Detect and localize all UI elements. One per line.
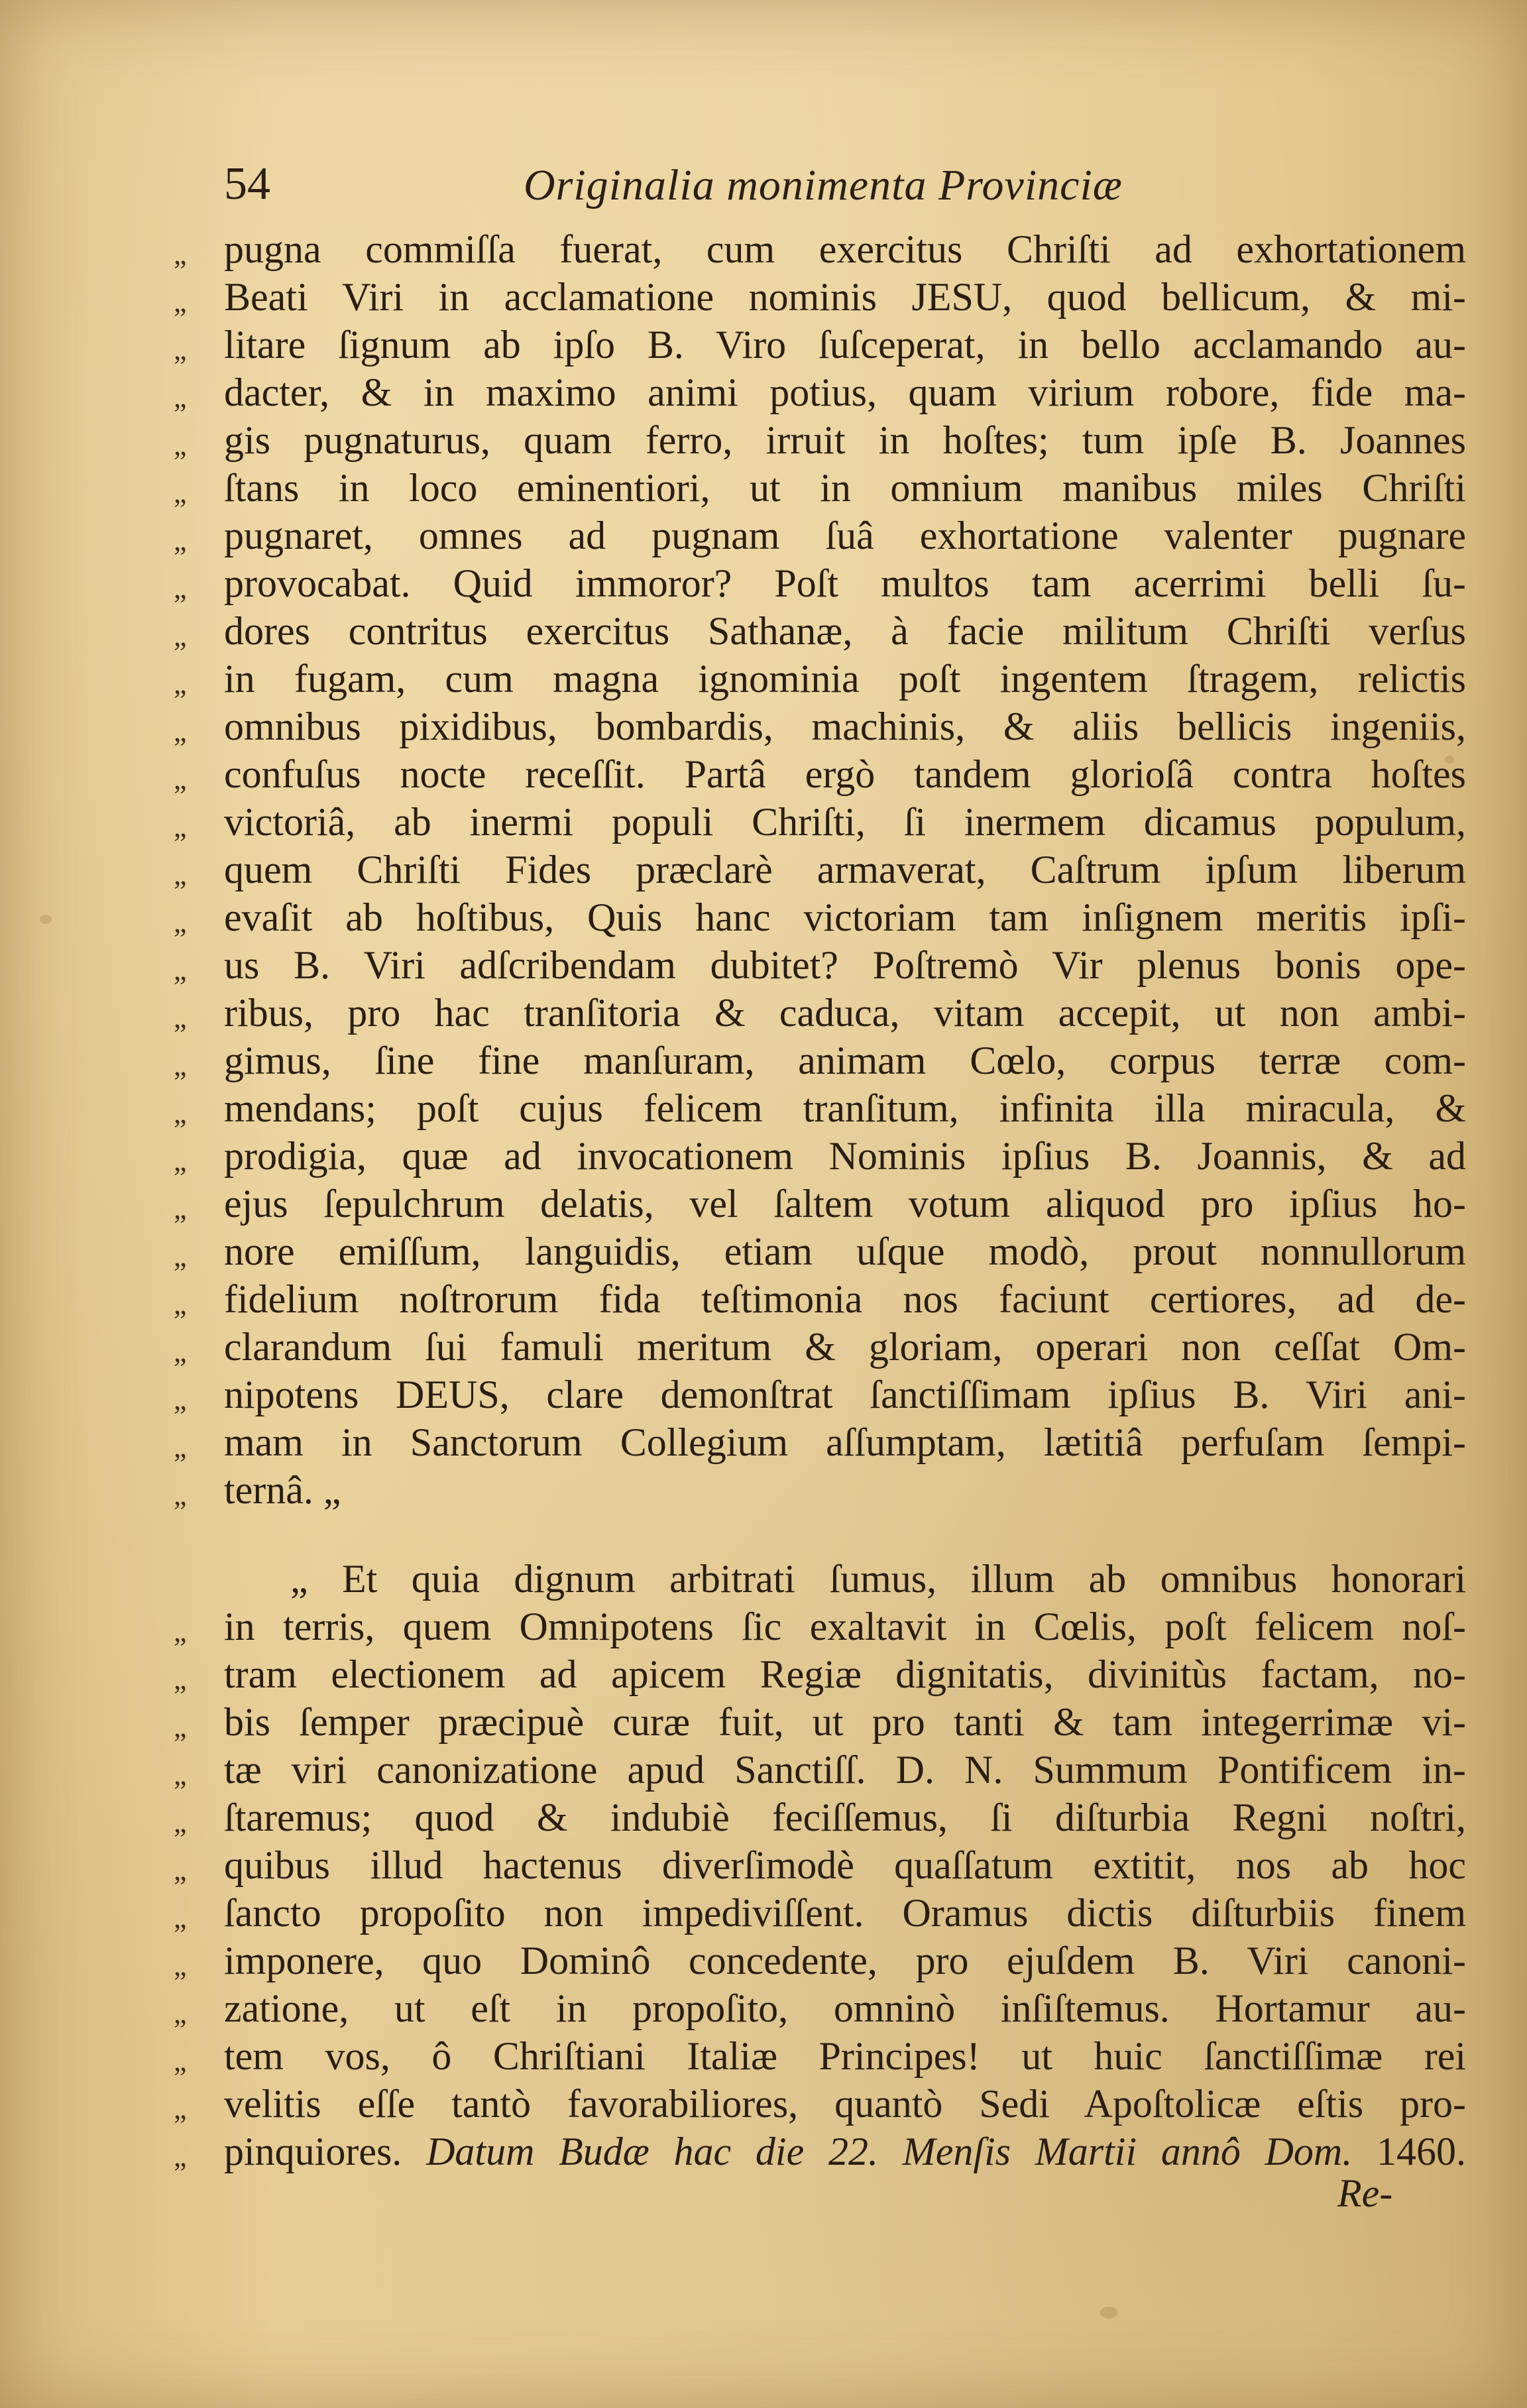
quote-mark: „ bbox=[174, 1479, 187, 1511]
quote-mark: „ bbox=[174, 333, 187, 366]
line-text: in fugam, cum magna ignominia poſt ingentem ſtragem, relictis bbox=[224, 657, 1466, 701]
text-line bbox=[174, 273, 1466, 321]
quote-mark: „ bbox=[174, 715, 187, 748]
text-line bbox=[174, 798, 1466, 846]
line-text: nore emiſſum, languidis, etiam uſque modò, prout nonnullorum bbox=[224, 1230, 1466, 1273]
text-line bbox=[174, 2032, 1466, 2080]
text-line bbox=[174, 1650, 1466, 1698]
line-text: dores contritus exercitus Sathanæ, à facie militum Chriſti verſus bbox=[224, 609, 1466, 653]
quote-mark: „ bbox=[174, 858, 187, 891]
text-line bbox=[174, 464, 1466, 512]
line-text: ſtaremus; quod & indubiè feciſſemus, ſi diſturbia Regni noſtri, bbox=[224, 1796, 1466, 1839]
catchword: Re- bbox=[1337, 2171, 1393, 2215]
body-text bbox=[174, 225, 1466, 2175]
quote-mark: „ bbox=[174, 1192, 187, 1225]
text-line bbox=[174, 369, 1466, 416]
line-text: ejus ſepulchrum delatis, vel ſaltem votum aliquod pro ipſius ho- bbox=[224, 1182, 1466, 1226]
quote-mark: „ bbox=[174, 477, 187, 509]
text-line bbox=[174, 1180, 1466, 1228]
line-text: victoriâ, ab inermi populi Chriſti, ſi inermem dicamus populum, bbox=[224, 800, 1466, 844]
quote-mark: „ bbox=[174, 1049, 187, 1082]
paragraph-2 bbox=[174, 1603, 1466, 2128]
dateline: Datum Budæ hac die 22. Menſis Martii annô Dom. bbox=[426, 2130, 1353, 2173]
line-text: gimus, ſine fine manſuram, animam Cœlo, corpus terræ com- bbox=[224, 1039, 1466, 1082]
line-text: pugna commiſſa fuerat, cum exercitus Chriſti ad exhortationem bbox=[224, 227, 1466, 271]
line-text: ſtans in loco eminentiori, ut in omnium manibus miles Chriſti bbox=[224, 466, 1466, 510]
line-text: tram electionem ad apicem Regiæ dignitatis, divinitùs factam, no- bbox=[224, 1652, 1466, 1696]
text-line bbox=[174, 607, 1466, 655]
text-line bbox=[174, 846, 1466, 893]
line-text bbox=[224, 2128, 1466, 2175]
text-line bbox=[174, 750, 1466, 798]
text-line bbox=[174, 941, 1466, 989]
quote-mark: „ bbox=[174, 381, 187, 414]
text-line bbox=[174, 1603, 1466, 1650]
quote-mark: „ bbox=[174, 2140, 187, 2173]
text-line bbox=[174, 1889, 1466, 1937]
line-text: litare ſignum ab ipſo B. Viro ſuſceperat, in bello acclamando au- bbox=[224, 323, 1466, 367]
quote-mark: „ bbox=[174, 1336, 187, 1368]
text-line bbox=[174, 1323, 1466, 1371]
line-text: ſancto propoſito non impediviſſent. Oramus dictis diſturbiis finem bbox=[224, 1891, 1466, 1935]
quote-mark: „ bbox=[174, 1997, 187, 2030]
quote-mark: „ bbox=[174, 1240, 187, 1273]
line-text: in terris, quem Omnipotens ſic exaltavit in Cœlis, poſt felicem noſ- bbox=[224, 1605, 1466, 1648]
quote-mark: „ bbox=[174, 429, 187, 461]
line-text: quibus illud hactenus diverſimodè quaſſatum extitit, nos ab hoc bbox=[224, 1843, 1466, 1887]
line-text: „ Et quia dignum arbitrati ſumus, illum ab omnibus honorari bbox=[290, 1557, 1466, 1601]
quote-mark: „ bbox=[174, 286, 187, 318]
line-text: quem Chriſti Fides præclarè armaverat, Caſtrum ipſum liberum bbox=[224, 848, 1466, 891]
line-text: prodigia, quæ ad invocationem Nominis ipſius B. Joannis, & ad bbox=[224, 1134, 1466, 1178]
quote-mark: „ bbox=[174, 954, 187, 986]
text-line bbox=[174, 703, 1466, 750]
final-word: pinquiores. bbox=[224, 2130, 402, 2173]
text-line bbox=[174, 1371, 1466, 1418]
text-line bbox=[174, 1418, 1466, 1466]
line-text: tem vos, ô Chriſtiani Italiæ Principes! ut huic ſanctiſſimæ rei bbox=[224, 2034, 1466, 2078]
line-text: velitis eſſe tantò favorabiliores, quantò Sedi Apoſtolicæ eſtis pro- bbox=[224, 2082, 1466, 2126]
paper-stain bbox=[40, 915, 52, 924]
text-line bbox=[174, 1466, 1466, 1514]
text-line bbox=[174, 1084, 1466, 1132]
quote-mark: „ bbox=[174, 2093, 187, 2125]
text-line bbox=[174, 2080, 1466, 2128]
text-line bbox=[174, 1275, 1466, 1323]
text-line bbox=[174, 1841, 1466, 1889]
text-line bbox=[174, 1937, 1466, 1984]
line-text: nipotens DEUS, clare demonſtrat ſanctiſſimam ipſius B. Viri ani- bbox=[224, 1373, 1466, 1416]
dateline-year: 1460. bbox=[1377, 2130, 1467, 2173]
running-title: Originalia monimenta Provinciæ bbox=[524, 161, 1123, 209]
line-text: mam in Sanctorum Collegium aſſumptam, lætitiâ perfuſam ſempi- bbox=[224, 1420, 1466, 1464]
text-line bbox=[174, 559, 1466, 607]
paragraph-1 bbox=[174, 225, 1466, 1514]
line-text: confuſus nocte receſſit. Partâ ergò tandem glorioſâ contra hoſtes bbox=[224, 752, 1466, 796]
page-number: 54 bbox=[224, 158, 270, 209]
line-text: tæ viri canonizatione apud Sanctiſſ. D. N. Summum Pontificem in- bbox=[224, 1748, 1466, 1792]
line-text: clarandum ſui famuli meritum & gloriam, operari non ceſſat Om- bbox=[224, 1325, 1466, 1369]
quote-mark: „ bbox=[174, 1431, 187, 1463]
quote-mark: „ bbox=[174, 1615, 187, 1648]
quote-mark: „ bbox=[174, 763, 187, 795]
text-line bbox=[174, 225, 1466, 273]
text-line bbox=[174, 1698, 1466, 1746]
quote-mark: „ bbox=[174, 1002, 187, 1034]
quote-mark: „ bbox=[174, 1383, 187, 1416]
line-text: evaſit ab hoſtibus, Quis hanc victoriam tam inſignem meritis ipſi- bbox=[224, 895, 1466, 939]
quote-mark: „ bbox=[174, 1145, 187, 1177]
quote-mark: „ bbox=[174, 2045, 187, 2077]
line-text: omnibus pixidibus, bombardis, machinis, & aliis bellicis ingeniis, bbox=[224, 705, 1466, 748]
text-line bbox=[174, 655, 1466, 703]
text-line bbox=[174, 1984, 1466, 2032]
line-text: ribus, pro hac tranſitoria & caduca, vitam accepit, ut non ambi- bbox=[224, 991, 1466, 1035]
text-line bbox=[174, 416, 1466, 464]
quote-mark: „ bbox=[174, 1758, 187, 1791]
line-text: imponere, quo Dominô concedente, pro ejuſdem B. Viri canoni- bbox=[224, 1939, 1466, 1982]
text-line bbox=[174, 989, 1466, 1037]
quote-mark: „ bbox=[174, 1097, 187, 1129]
text-line bbox=[174, 1794, 1466, 1841]
line-text: us B. Viri adſcribendam dubitet? Poſtremò Vir plenus bonis ope- bbox=[224, 943, 1466, 987]
line-text: gis pugnaturus, quam ferro, irruit in hoſtes; tum ipſe B. Joannes bbox=[224, 418, 1466, 462]
quote-mark: „ bbox=[174, 238, 187, 270]
quote-mark: „ bbox=[174, 667, 187, 700]
paper-stain bbox=[1100, 2307, 1117, 2319]
quote-mark: „ bbox=[174, 1806, 187, 1839]
line-text: zatione, ut eſt in propoſito, omninò inſiſtemus. Hortamur au- bbox=[224, 1986, 1466, 2030]
text-line bbox=[174, 512, 1466, 559]
quote-mark: „ bbox=[174, 620, 187, 652]
quote-mark: „ bbox=[174, 906, 187, 939]
paragraph-gap bbox=[174, 1514, 1466, 1555]
quote-mark: „ bbox=[174, 572, 187, 604]
text-line bbox=[174, 1228, 1466, 1275]
quote-mark: „ bbox=[174, 1711, 187, 1743]
final-line bbox=[174, 2128, 1466, 2175]
quote-mark: „ bbox=[174, 1288, 187, 1320]
line-text: pugnaret, omnes ad pugnam ſuâ exhortatione valenter pugnare bbox=[224, 514, 1466, 557]
quote-mark: „ bbox=[174, 1663, 187, 1695]
text-line bbox=[174, 893, 1466, 941]
quote-mark: „ bbox=[174, 524, 187, 557]
line-text: mendans; poſt cujus felicem tranſitum, infinita illa miracula, & bbox=[224, 1086, 1466, 1130]
line-text: Beati Viri in acclamatione nominis JESU, quod bellicum, & mi- bbox=[224, 275, 1466, 319]
line-text: bis ſemper præcipuè curæ fuit, ut pro tanti & tam integerrimæ vi- bbox=[224, 1700, 1466, 1744]
line-text: dacter, & in maximo animi potius, quam virium robore, fide ma- bbox=[224, 371, 1466, 414]
text-line bbox=[174, 321, 1466, 369]
text-line bbox=[174, 1037, 1466, 1084]
line-text: provocabat. Quid immoror? Poſt multos tam acerrimi belli ſu- bbox=[224, 561, 1466, 605]
text-line bbox=[174, 1132, 1466, 1180]
paragraph-2-first-line bbox=[174, 1555, 1466, 1603]
quote-mark: „ bbox=[174, 811, 187, 843]
quote-mark: „ bbox=[174, 1902, 187, 1934]
text-line bbox=[174, 1746, 1466, 1794]
line-text: ternâ. „ bbox=[224, 1468, 341, 1512]
quote-mark: „ bbox=[174, 1854, 187, 1886]
quote-mark: „ bbox=[174, 1949, 187, 1982]
line-text: fidelium noſtrorum fida teſtimonia nos faciunt certiores, ad de- bbox=[224, 1277, 1466, 1321]
